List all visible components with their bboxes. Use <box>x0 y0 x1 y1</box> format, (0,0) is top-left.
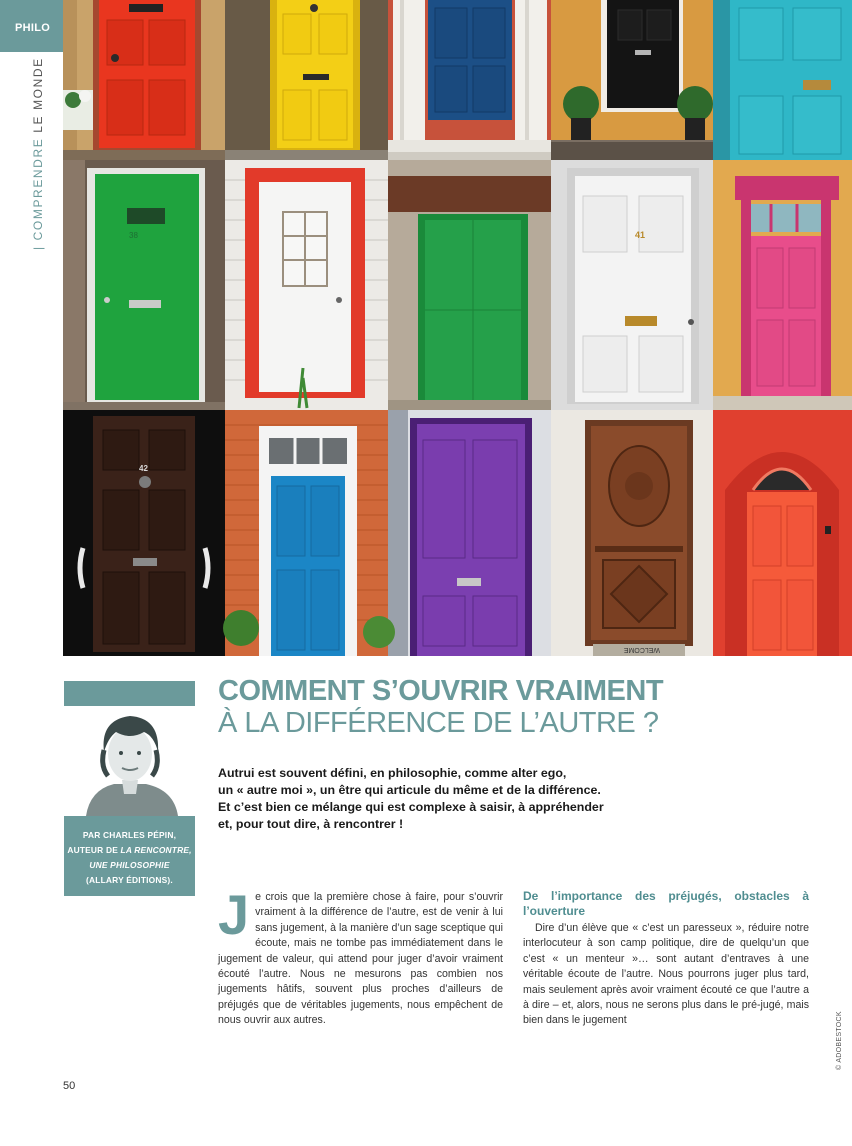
article-intro <box>218 765 628 833</box>
author-line-3 <box>64 858 195 873</box>
door-red <box>63 0 225 160</box>
section-tag: PHILO <box>0 0 63 52</box>
door-blue-columns <box>388 0 551 160</box>
column-1-text: e crois que la première chose à faire, pour s’ouvrir vraiment à la différence de l’autre, est de venir à lui sans jugement, à la manière d’un sage sceptique qui écoute, mais ne tombe pas immédiatement dans le jugement de valeur, qui attend pour juger d’avoir vraiment écouté l’autre. Nous ne mesurons pas combien nos jugements hâtifs, souvent plus proches d’ailleurs de préjugés que de véritables jugements, nous empêchent de nous ouvrir aux autres. <box>218 891 503 1027</box>
drop-cap: J <box>218 883 250 946</box>
door-number-41: 41 <box>635 230 646 240</box>
door-blue-brick <box>223 410 388 656</box>
article-title-line-2: À LA DIFFÉRENCE DE L’AUTRE ? <box>218 707 659 739</box>
door-number-38: 38 <box>129 231 138 240</box>
article-title-line-1: COMMENT S’OUVRIR VRAIMENT <box>218 675 664 707</box>
intro-line: Et c’est bien ce mélange qui est complexe à saisir, à appréhender <box>218 800 604 814</box>
column-2-text: Dire d’un élève que « c’est un paresseux », réduire notre interlocuteur à son camp politique, dire de quelqu’un que c’est « un menteur »… sont autant d’entraves à une véritable écoute de l’autre. Nous pourrons juger plus tard, mais seulement après avoir vraiment écouté ce que l’autre a à dire – et, alors, nous ne serons plus dans le pré-jugé, mais bien dans le jugement <box>523 922 809 1027</box>
section-subheading: De l’importance des préjugés, obstacles à l’ouverture <box>523 889 809 918</box>
door-black <box>551 0 713 160</box>
author-line-1: PAR CHARLES PÉPIN, <box>82 830 177 840</box>
portrait-sketch-icon <box>64 706 195 816</box>
door-purple <box>363 410 551 656</box>
door-carved-wood <box>551 410 713 656</box>
author-credit-box <box>64 816 195 896</box>
door-green <box>63 160 225 410</box>
door-green-stone <box>388 160 551 410</box>
intro-line: un « autre moi », un être qui articule du même et de la différence. <box>218 783 601 797</box>
author-line-2-prefix: AUTEUR DE <box>67 845 121 855</box>
doormat-text: WELCOME <box>623 646 660 653</box>
door-number-42: 42 <box>139 464 148 473</box>
door-white-red-frame <box>225 160 388 410</box>
side-section-label <box>31 48 45 250</box>
body-column-2 <box>523 889 809 1029</box>
book-title-part-1: LA RENCONTRE, <box>120 845 192 855</box>
side-label-emphasis: LE MONDE <box>31 57 45 133</box>
intro-line: et, pour tout dire, à rencontrer ! <box>218 817 404 831</box>
door-pink <box>713 160 852 410</box>
side-label-prefix: | COMPRENDRE <box>31 132 45 250</box>
author-portrait <box>64 706 195 816</box>
door-turquoise <box>713 0 852 160</box>
door-orange-arch <box>713 410 852 656</box>
door-yellow <box>225 0 388 160</box>
doors-photo-collage <box>63 0 852 656</box>
author-header-bar <box>64 681 195 706</box>
body-column-1 <box>218 883 503 1029</box>
side-label-suffix: | <box>31 47 45 58</box>
door-white-41 <box>551 160 713 410</box>
intro-line: Autrui est souvent défini, en philosophie, comme alter ego, <box>218 766 567 780</box>
author-line-2 <box>64 843 195 858</box>
door-dark-brown <box>63 410 225 656</box>
author-publisher: (ALLARY ÉDITIONS). <box>86 875 173 885</box>
page-number: 50 <box>63 1080 76 1092</box>
book-title-part-2: UNE PHILOSOPHIE <box>89 860 170 870</box>
photo-credit: © ADOBESTOCK <box>836 1011 843 1070</box>
